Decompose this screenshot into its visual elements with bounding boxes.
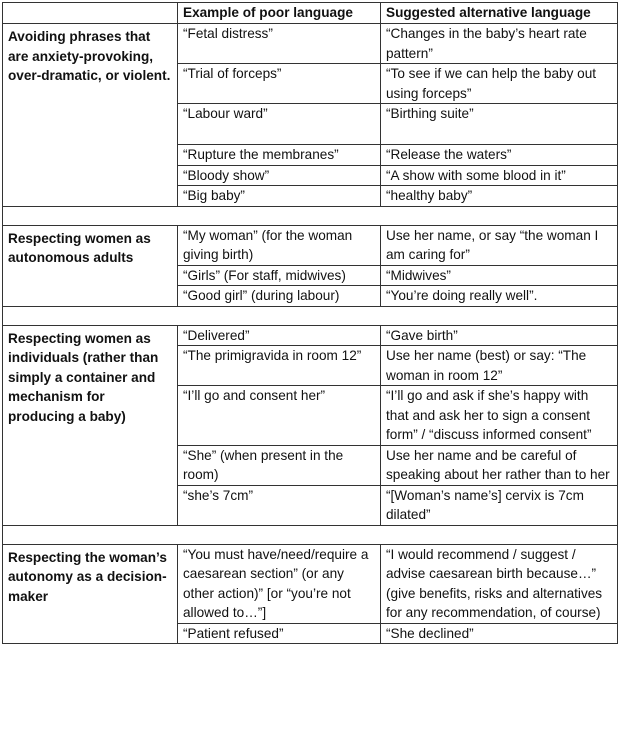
example-cell: “Fetal distress” xyxy=(178,24,381,64)
alternative-cell: Use her name and be careful of speaking about her rather than to her xyxy=(381,445,618,485)
example-cell: “Bloody show” xyxy=(178,165,381,186)
alternative-cell: “You’re doing really well”. xyxy=(381,286,618,307)
spacer-row xyxy=(3,306,618,325)
category-cell: Respecting women as individuals (rather than simply a container and mechanism for producing a baby) xyxy=(3,325,178,525)
alternative-cell: “[Woman’s name’s] cervix is 7cm dilated” xyxy=(381,485,618,525)
alternative-cell: “Gave birth” xyxy=(381,325,618,346)
example-cell: “Labour ward” xyxy=(178,104,381,145)
category-cell: Respecting women as autonomous adults xyxy=(3,225,178,306)
example-cell: “she’s 7cm” xyxy=(178,485,381,525)
example-cell: “My woman” (for the woman giving birth) xyxy=(178,225,381,265)
spacer-row xyxy=(3,525,618,544)
example-cell: “Big baby” xyxy=(178,186,381,207)
example-cell: “Good girl” (during labour) xyxy=(178,286,381,307)
alternative-cell: “A show with some blood in it” xyxy=(381,165,618,186)
table-row xyxy=(3,544,618,623)
example-cell: “Patient refused” xyxy=(178,623,381,644)
header-cell-category xyxy=(3,3,178,24)
table-row xyxy=(3,24,618,64)
table-row xyxy=(3,325,618,346)
alternative-cell: “Birthing suite” xyxy=(381,104,618,145)
example-cell: “She” (when present in the room) xyxy=(178,445,381,485)
header-row xyxy=(3,3,618,24)
example-cell: “Trial of forceps” xyxy=(178,64,381,104)
example-cell: “Delivered” xyxy=(178,325,381,346)
header-cell-alternative: Suggested alternative language xyxy=(381,3,618,24)
alternative-cell: Use her name (best) or say: “The woman in room 12” xyxy=(381,346,618,386)
alternative-cell: Use her name, or say “the woman I am caring for” xyxy=(381,225,618,265)
language-table-container xyxy=(2,2,617,644)
spacer-cell xyxy=(3,525,618,544)
header-cell-example: Example of poor language xyxy=(178,3,381,24)
alternative-cell: “Release the waters” xyxy=(381,145,618,166)
category-cell: Respecting the woman’s autonomy as a decision-maker xyxy=(3,544,178,644)
alternative-cell: “Changes in the baby’s heart rate pattern” xyxy=(381,24,618,64)
alternative-cell: “To see if we can help the baby out using forceps” xyxy=(381,64,618,104)
spacer-row xyxy=(3,206,618,225)
example-cell: “Rupture the membranes” xyxy=(178,145,381,166)
table-row xyxy=(3,225,618,265)
example-cell: “The primigravida in room 12” xyxy=(178,346,381,386)
spacer-cell xyxy=(3,306,618,325)
alternative-cell: “Midwives” xyxy=(381,265,618,286)
language-table xyxy=(2,2,618,644)
example-cell: “I’ll go and consent her” xyxy=(178,386,381,446)
spacer-cell xyxy=(3,206,618,225)
example-cell: “You must have/need/require a caesarean section” (or any other action)” [or “you’re not allowed to…”] xyxy=(178,544,381,623)
category-cell: Avoiding phrases that are anxiety-provoking, over-dramatic, or violent. xyxy=(3,24,178,207)
alternative-cell: “healthy baby” xyxy=(381,186,618,207)
alternative-cell: “She declined” xyxy=(381,623,618,644)
example-cell: “Girls” (For staff, midwives) xyxy=(178,265,381,286)
alternative-cell: “I would recommend / suggest / advise caesarean birth because…” (give benefits, risks and alternatives for any recommendation, of course) xyxy=(381,544,618,623)
alternative-cell: “I’ll go and ask if she’s happy with that and ask her to sign a consent form” / “discuss informed consent” xyxy=(381,386,618,446)
